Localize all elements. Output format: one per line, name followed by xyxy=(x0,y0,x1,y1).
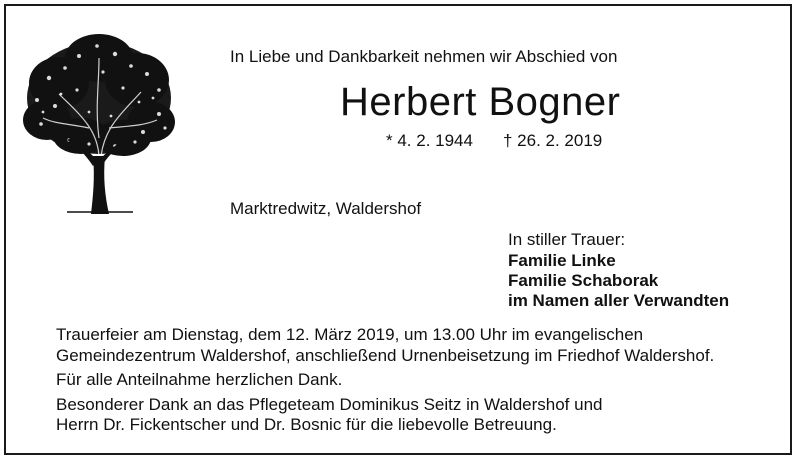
mourner-name: Familie Linke xyxy=(508,251,616,270)
thanks-line: Für alle Anteilnahme herzlichen Dank. xyxy=(56,370,343,389)
birth-date: * 4. 2. 1944 xyxy=(386,131,473,150)
funeral-line: Trauerfeier am Dienstag, dem 12. März 2019, um 13.00 Uhr im evangelischen xyxy=(56,325,644,344)
location-text: Marktredwitz, Waldershof xyxy=(230,199,422,218)
intro-text: In Liebe und Dankbarkeit nehmen wir Abschied von xyxy=(230,47,618,66)
special-thanks-line: Herrn Dr. Fickentscher und Dr. Bosnic für die liebevolle Betreuung. xyxy=(56,415,557,434)
mourners-heading: In stiller Trauer: xyxy=(508,230,626,249)
body-text xyxy=(56,325,776,436)
tree-icon xyxy=(18,28,180,214)
mourners-list xyxy=(508,251,729,311)
mourner-name: im Namen aller Verwandten xyxy=(508,291,730,310)
mourner-name: Familie Schaborak xyxy=(508,271,659,290)
special-thanks-line: Besonderer Dank an das Pflegeteam Dominikus Seitz in Waldershof und xyxy=(56,394,603,414)
death-date: † 26. 2. 2019 xyxy=(503,131,603,150)
funeral-line: Gemeindezentrum Waldershof, anschließend Urnenbeisetzung im Friedhof Waldershof. xyxy=(56,345,715,365)
deceased-name: Herbert Bogner xyxy=(340,80,621,124)
